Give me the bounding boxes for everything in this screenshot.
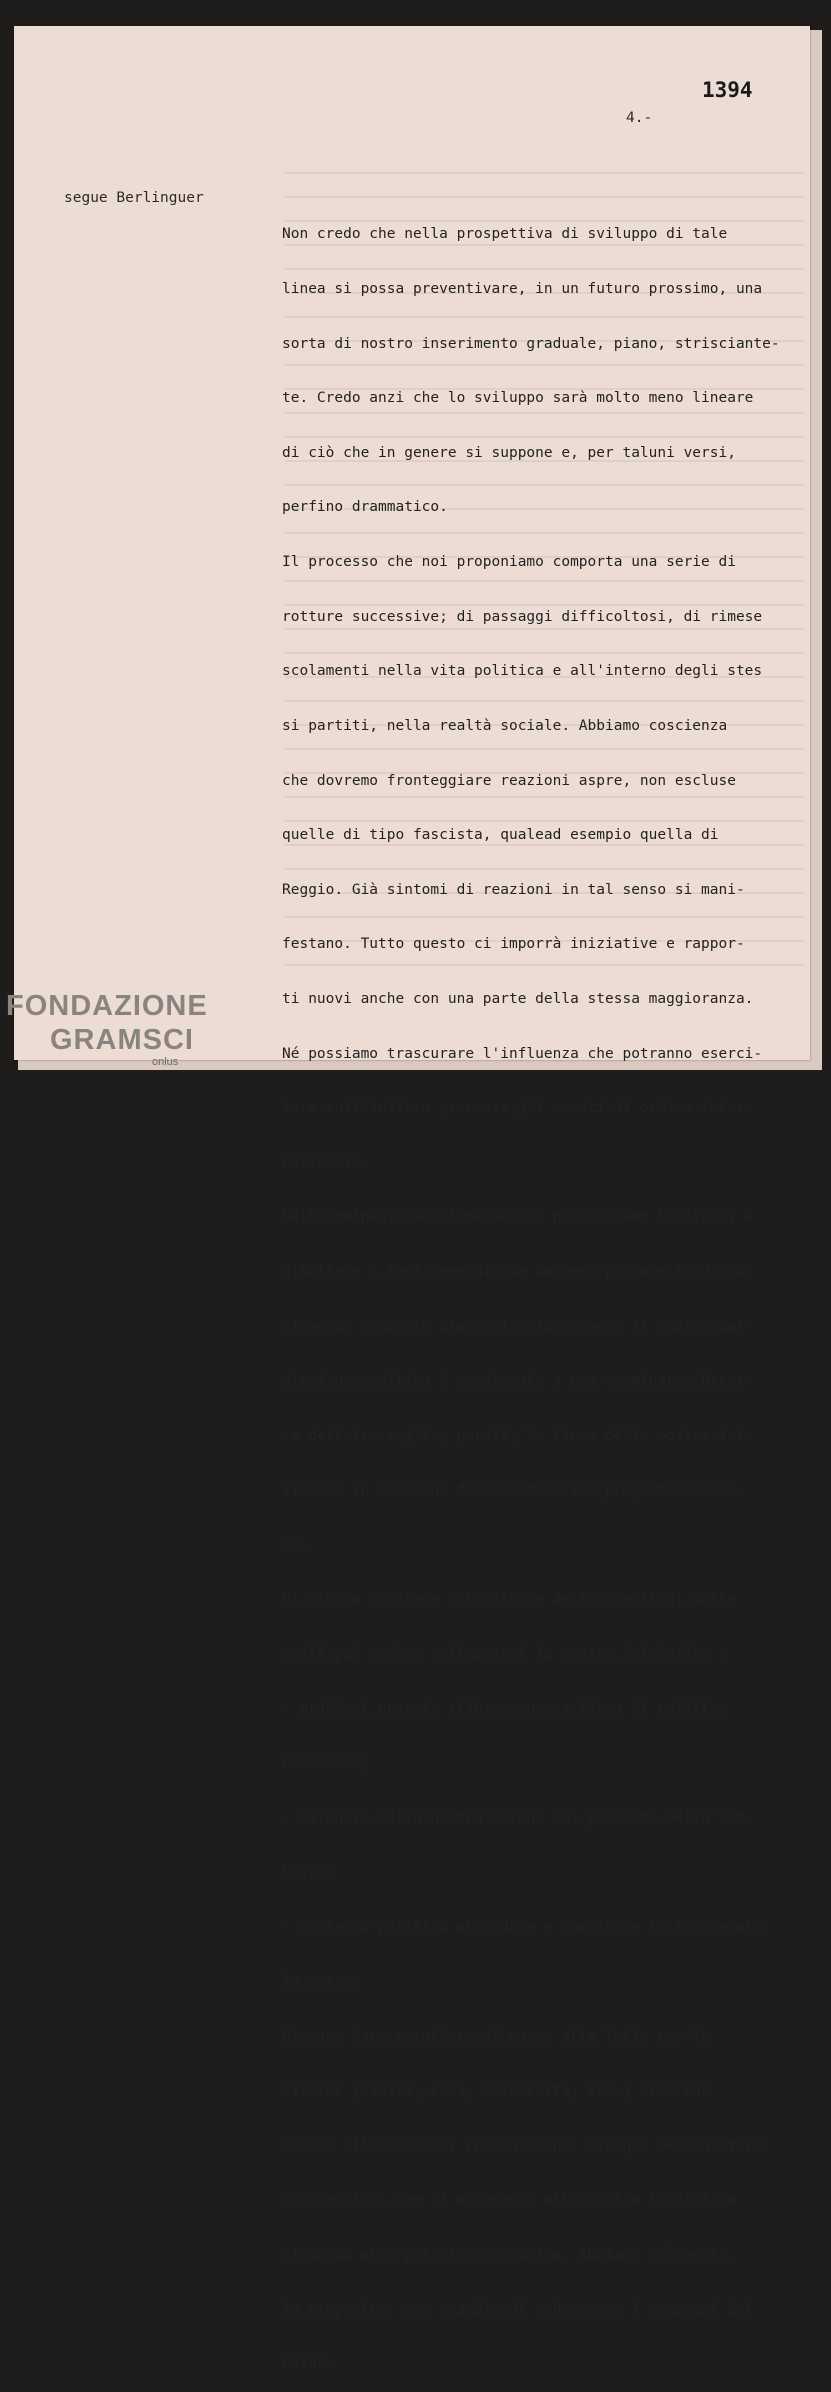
fondazione-gramsci-watermark xyxy=(6,990,216,1070)
text-line: perfino drammatico. xyxy=(282,499,448,516)
text-line: Mi limito a citare solo alcune delle questioni sulle xyxy=(282,1591,736,1608)
text-line: ziative in modo che da esse derivino proposte concre- xyxy=(282,1482,745,1499)
text-line: si partiti, nella realtà sociale. Abbiamo coscienza xyxy=(282,717,728,734)
watermark-suffix: onlus xyxy=(152,1056,179,1068)
text-line: linea si possa preventivare, in un futuro prossimo, una xyxy=(282,281,763,298)
text-line: Bisogna dare carattere di massa alla lotta per le xyxy=(282,2028,710,2045)
text-line: riguardo alla politica economica. Abbiamo già avuto, xyxy=(282,2246,736,2263)
text-line: scolamenti nella vita politica e all'interno degli stes xyxy=(282,663,763,680)
text-line: riforme (sanità, casa, università, ecc.) cioè uno xyxy=(282,2083,710,2100)
text-line: Né possiamo trascurare l'influenza che potranno eserci- xyxy=(282,1045,763,1062)
text-line: Il processo che noi proponiamo comporta una serie di xyxy=(282,554,736,571)
text-line: Reggio. Già sintomi di reazioni in tal senso si mani- xyxy=(282,881,745,898)
text-line: tare sull'intiero processo gli eventi di ordine inter- xyxy=(282,1100,754,1117)
text-line: le questioni che si attengono alla nostra iniziativa xyxy=(282,2192,736,2209)
text-line: PSIUP. xyxy=(282,2356,335,2373)
text-line: siasi prospettiva è condannata a non camminare. Occor- xyxy=(282,1373,754,1390)
text-line: festano. Tutto questo ci imporrà iniziative e rappor- xyxy=(282,936,745,953)
text-line: re definire meglio, perciò, le linee delle nostre ini- xyxy=(282,1427,754,1444)
text-line: Non credo che nella prospettiva di sviluppo di tale xyxy=(282,226,728,243)
text-line: in corso; xyxy=(282,1973,361,1990)
text-line: economica; xyxy=(282,1755,370,1772)
watermark-line1: FONDAZIONE xyxy=(6,990,208,1022)
text-line: di ciò che in genere si suppone e, per taluni versi, xyxy=(282,444,736,461)
typed-body-text xyxy=(282,189,812,2392)
text-line: te. Credo anzi che lo sviluppo sarà molto meno lineare xyxy=(282,390,754,407)
text-line: Nell'imminente sessione del CC non dovremo limitarci a xyxy=(282,1209,754,1226)
text-line: - sostegno politico alle dure e complesse lotte operaie xyxy=(282,1919,763,1936)
text-line: quelle di tipo fascista, qualead esempio quella di xyxy=(282,827,719,844)
speaker-label: segue Berlinguer xyxy=(64,190,204,206)
text-line: sione un concreto piano di azione senza il quale qual- xyxy=(282,1318,754,1335)
text-line: te. xyxy=(282,1537,309,1554)
text-line: nazionale. xyxy=(282,1154,370,1171)
text-line: quali può e deve svilupparsi la nostra iniziativa : xyxy=(282,1646,728,1663)
section-number: 4.- xyxy=(626,110,653,126)
text-line: che dovremo fronteggiare reazioni aspre, non escluse xyxy=(282,772,736,789)
text-line: brica; xyxy=(282,1864,335,1881)
text-line: ti nuovi anche con una parte della stessa maggioranza. xyxy=(282,990,754,1007)
text-line: - rilancio della nostra azione sui problemi della fab- xyxy=(282,1810,754,1827)
text-line: sbocco alle tensioni che maturano, bisogna ben valutare xyxy=(282,2137,763,2154)
text-line: in proposito, uno scambio di vedute con i compagni del xyxy=(282,2301,754,2318)
text-line: sorta di nostro inserimento graduale, piano, strisciante- xyxy=(282,335,780,352)
text-line: rotture successive; di passaggi difficoltosi, di rimese xyxy=(282,608,763,625)
text-line: dibattere i temi generali ma dovremo portare in discus xyxy=(282,1263,754,1280)
page-number: 1394 xyxy=(702,78,753,102)
watermark-line2: GRAMSCI xyxy=(50,1024,194,1056)
text-line: - problemi operai, riforme, nuova linea di politica xyxy=(282,1700,728,1717)
